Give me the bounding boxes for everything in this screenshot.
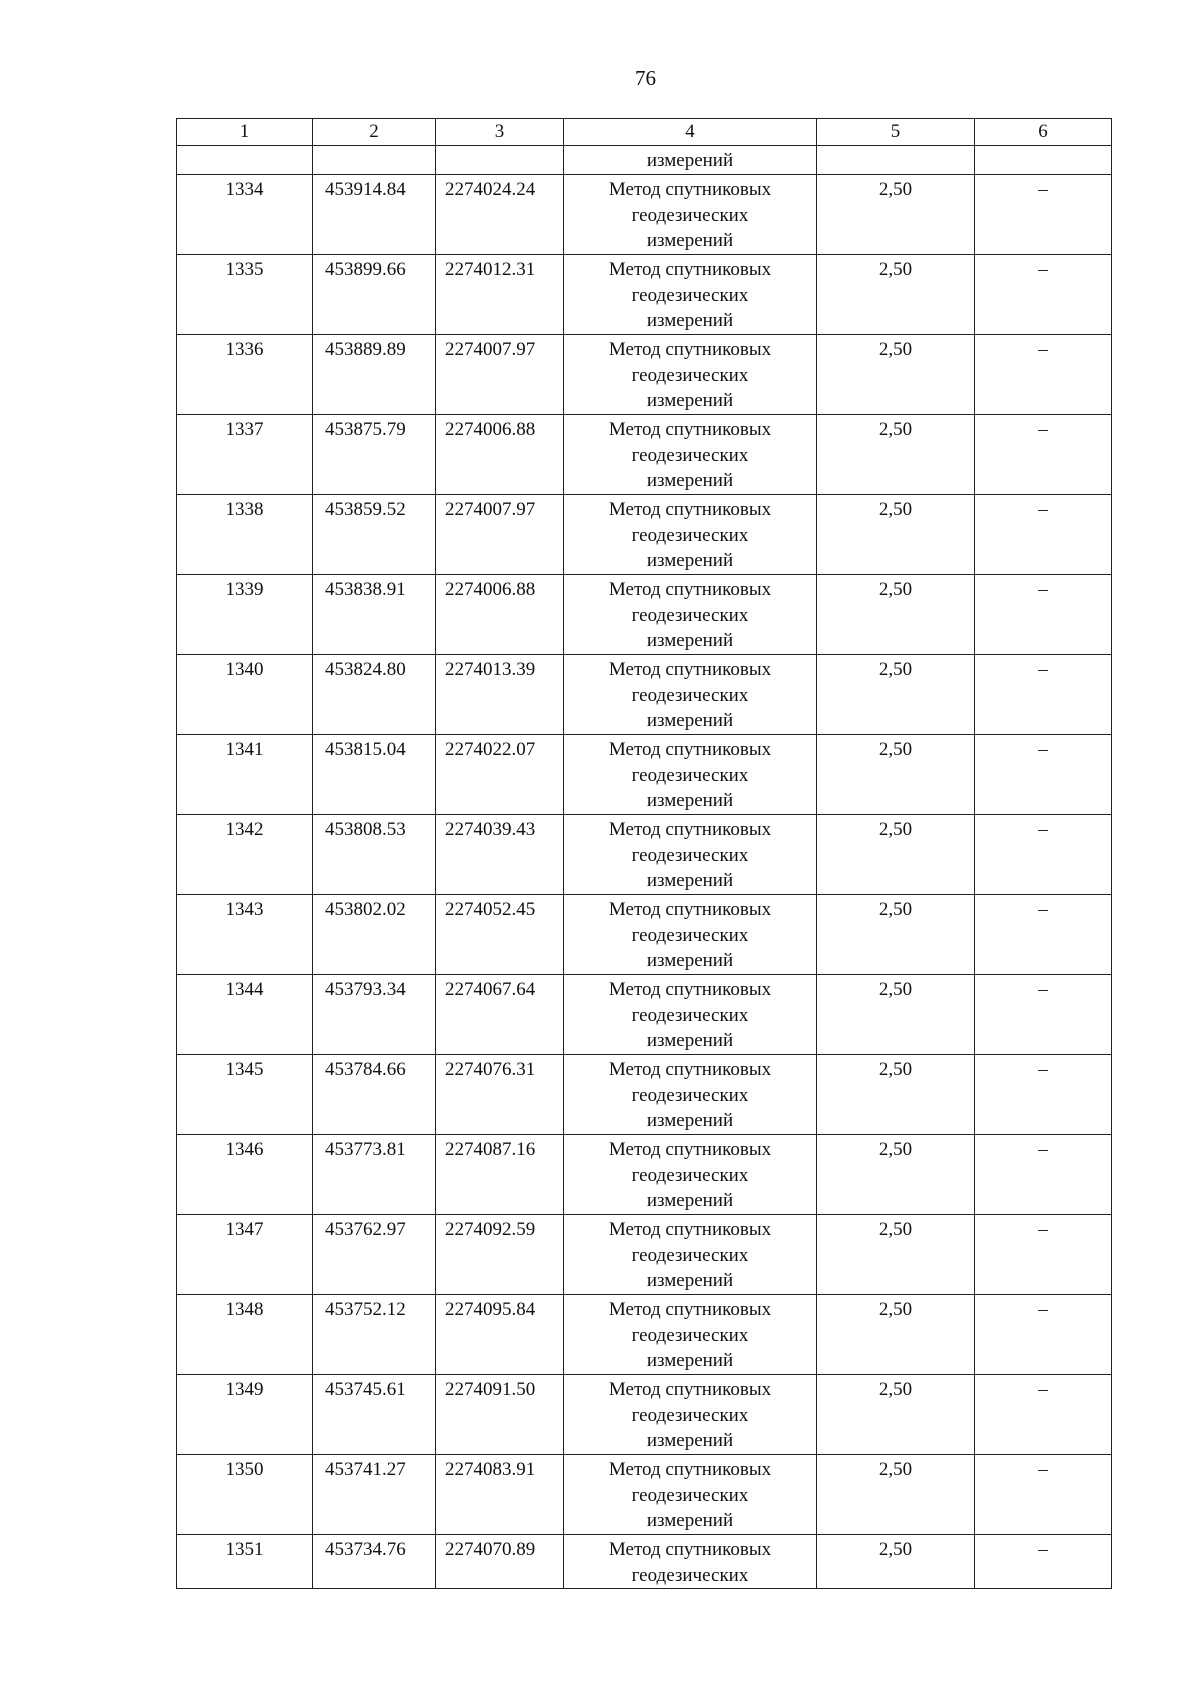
point-number-cell: 1338 [177, 495, 313, 575]
table-row [177, 175, 1112, 255]
continuation-method-cell: измерений [564, 146, 817, 175]
method-cell [564, 575, 817, 655]
method-line: геодезических [631, 1244, 749, 1266]
accuracy-cell: 2,50 [817, 1375, 975, 1455]
x-coordinate-cell: 453875.79 [313, 415, 436, 495]
table-row [177, 655, 1112, 735]
point-number-cell: 1336 [177, 335, 313, 415]
method-line: Метод спутниковых [608, 339, 772, 360]
method-line: измерений [646, 470, 734, 491]
method-cell [564, 175, 817, 255]
method-cell [564, 1455, 817, 1535]
x-coordinate-cell: 453745.61 [313, 1375, 436, 1455]
table-row [177, 1375, 1112, 1455]
method-line: геодезических [631, 444, 749, 466]
method-cell [564, 1375, 817, 1455]
note-cell: – [975, 1375, 1112, 1455]
x-coordinate-cell: 453793.34 [313, 975, 436, 1055]
note-cell: – [975, 1295, 1112, 1375]
method-line: геодезических [631, 1164, 749, 1186]
method-line: Метод спутниковых [608, 1219, 772, 1240]
point-number-cell: 1347 [177, 1215, 313, 1295]
y-coordinate-cell: 2274013.39 [436, 655, 564, 735]
point-number-cell: 1349 [177, 1375, 313, 1455]
method-line: Метод спутниковых [608, 1139, 772, 1160]
method-cell [564, 415, 817, 495]
method-line: Метод спутниковых [608, 419, 772, 440]
column-header: 6 [975, 119, 1112, 146]
accuracy-cell: 2,50 [817, 575, 975, 655]
table-row [177, 255, 1112, 335]
point-number-cell: 1350 [177, 1455, 313, 1535]
method-line: измерений [646, 1190, 734, 1211]
y-coordinate-cell: 2274052.45 [436, 895, 564, 975]
table-cell [177, 146, 313, 175]
method-line: Метод спутниковых [608, 739, 772, 760]
table-row [177, 815, 1112, 895]
point-number-cell: 1351 [177, 1535, 313, 1589]
x-coordinate-cell: 453838.91 [313, 575, 436, 655]
method-line: геодезических [631, 524, 749, 546]
y-coordinate-cell: 2274022.07 [436, 735, 564, 815]
table-row [177, 1295, 1112, 1375]
method-line: геодезических [631, 604, 749, 626]
y-coordinate-cell: 2274087.16 [436, 1135, 564, 1215]
method-line: Метод спутниковых [608, 1059, 772, 1080]
point-number-cell: 1339 [177, 575, 313, 655]
note-cell: – [975, 255, 1112, 335]
method-line: измерений [646, 790, 734, 811]
method-line: геодезических [631, 364, 749, 386]
y-coordinate-cell: 2274083.91 [436, 1455, 564, 1535]
method-line: Метод спутниковых [608, 1299, 772, 1320]
y-coordinate-cell: 2274067.64 [436, 975, 564, 1055]
x-coordinate-cell: 453815.04 [313, 735, 436, 815]
table-row [177, 1135, 1112, 1215]
y-coordinate-cell: 2274024.24 [436, 175, 564, 255]
method-line: измерений [646, 950, 734, 971]
method-line: измерений [646, 230, 734, 251]
point-number-cell: 1334 [177, 175, 313, 255]
method-cell [564, 495, 817, 575]
table-row [177, 1455, 1112, 1535]
method-cell [564, 335, 817, 415]
table-row [177, 1215, 1112, 1295]
x-coordinate-cell: 453741.27 [313, 1455, 436, 1535]
column-header: 3 [436, 119, 564, 146]
x-coordinate-cell: 453762.97 [313, 1215, 436, 1295]
y-coordinate-cell: 2274070.89 [436, 1535, 564, 1589]
note-cell: – [975, 895, 1112, 975]
accuracy-cell: 2,50 [817, 655, 975, 735]
accuracy-cell: 2,50 [817, 495, 975, 575]
accuracy-cell: 2,50 [817, 255, 975, 335]
x-coordinate-cell: 453802.02 [313, 895, 436, 975]
point-number-cell: 1346 [177, 1135, 313, 1215]
point-number-cell: 1335 [177, 255, 313, 335]
table-cell [436, 146, 564, 175]
point-number-cell: 1341 [177, 735, 313, 815]
method-line: измерений [646, 310, 734, 331]
y-coordinate-cell: 2274006.88 [436, 575, 564, 655]
note-cell: – [975, 1055, 1112, 1135]
method-line: измерений [646, 1110, 734, 1131]
note-cell: – [975, 655, 1112, 735]
x-coordinate-cell: 453824.80 [313, 655, 436, 735]
point-number-cell: 1340 [177, 655, 313, 735]
note-cell: – [975, 815, 1112, 895]
x-coordinate-cell: 453734.76 [313, 1535, 436, 1589]
x-coordinate-cell: 453752.12 [313, 1295, 436, 1375]
method-cell [564, 255, 817, 335]
method-line: Метод спутниковых [608, 1539, 772, 1560]
note-cell: – [975, 735, 1112, 815]
method-line: измерений [646, 550, 734, 571]
method-cell [564, 1215, 817, 1295]
x-coordinate-cell: 453859.52 [313, 495, 436, 575]
note-cell: – [975, 975, 1112, 1055]
method-line: Метод спутниковых [608, 579, 772, 600]
point-number-cell: 1337 [177, 415, 313, 495]
accuracy-cell: 2,50 [817, 1135, 975, 1215]
method-line: геодезических [631, 1324, 749, 1346]
table-row [177, 575, 1112, 655]
table-row [177, 895, 1112, 975]
column-header: 5 [817, 119, 975, 146]
method-line: измерений [646, 1030, 734, 1051]
accuracy-cell: 2,50 [817, 975, 975, 1055]
method-line: измерений [646, 630, 734, 651]
column-header: 2 [313, 119, 436, 146]
y-coordinate-cell: 2274007.97 [436, 495, 564, 575]
method-line: измерений [646, 1350, 734, 1371]
method-cell [564, 655, 817, 735]
accuracy-cell: 2,50 [817, 895, 975, 975]
method-cell [564, 735, 817, 815]
method-line: геодезических [631, 1404, 749, 1426]
note-cell: – [975, 495, 1112, 575]
table-row [177, 415, 1112, 495]
table-cell [817, 146, 975, 175]
x-coordinate-cell: 453808.53 [313, 815, 436, 895]
table-header-row [177, 119, 1112, 146]
method-line: Метод спутниковых [608, 179, 772, 200]
note-cell: – [975, 1215, 1112, 1295]
method-line: Метод спутниковых [608, 259, 772, 280]
method-cell [564, 1055, 817, 1135]
point-number-cell: 1342 [177, 815, 313, 895]
y-coordinate-cell: 2274092.59 [436, 1215, 564, 1295]
method-cell [564, 895, 817, 975]
y-coordinate-cell: 2274076.31 [436, 1055, 564, 1135]
table-row [177, 1535, 1112, 1589]
continuation-row [177, 146, 1112, 175]
method-line: геодезических [631, 1004, 749, 1026]
accuracy-cell: 2,50 [817, 175, 975, 255]
method-line: геодезических [631, 284, 749, 306]
point-number-cell: 1343 [177, 895, 313, 975]
method-line: Метод спутниковых [608, 1379, 772, 1400]
accuracy-cell: 2,50 [817, 1215, 975, 1295]
method-cell [564, 975, 817, 1055]
y-coordinate-cell: 2274012.31 [436, 255, 564, 335]
method-line: геодезических [631, 1564, 749, 1586]
method-line: Метод спутниковых [608, 499, 772, 520]
point-number-cell: 1344 [177, 975, 313, 1055]
accuracy-cell: 2,50 [817, 1535, 975, 1589]
x-coordinate-cell: 453773.81 [313, 1135, 436, 1215]
method-line: геодезических [631, 844, 749, 866]
y-coordinate-cell: 2274091.50 [436, 1375, 564, 1455]
method-line: Метод спутниковых [608, 1459, 772, 1480]
method-line: геодезических [631, 924, 749, 946]
accuracy-cell: 2,50 [817, 735, 975, 815]
method-line: геодезических [631, 764, 749, 786]
method-line: геодезических [631, 1484, 749, 1506]
y-coordinate-cell: 2274007.97 [436, 335, 564, 415]
page-number: 76 [635, 66, 656, 90]
y-coordinate-cell: 2274006.88 [436, 415, 564, 495]
table-row [177, 1055, 1112, 1135]
x-coordinate-cell: 453889.89 [313, 335, 436, 415]
x-coordinate-cell: 453914.84 [313, 175, 436, 255]
table-cell [313, 146, 436, 175]
note-cell: – [975, 1535, 1112, 1589]
method-line: Метод спутниковых [608, 659, 772, 680]
table-row [177, 495, 1112, 575]
column-header: 1 [177, 119, 313, 146]
method-line: геодезических [631, 684, 749, 706]
method-line: измерений [646, 390, 734, 411]
method-line: Метод спутниковых [608, 899, 772, 920]
method-line: геодезических [631, 1084, 749, 1106]
method-line: Метод спутниковых [608, 979, 772, 1000]
x-coordinate-cell: 453784.66 [313, 1055, 436, 1135]
x-coordinate-cell: 453899.66 [313, 255, 436, 335]
note-cell: – [975, 175, 1112, 255]
point-number-cell: 1348 [177, 1295, 313, 1375]
table-row [177, 335, 1112, 415]
note-cell: – [975, 335, 1112, 415]
table-row [177, 975, 1112, 1055]
method-cell [564, 1295, 817, 1375]
y-coordinate-cell: 2274095.84 [436, 1295, 564, 1375]
accuracy-cell: 2,50 [817, 1295, 975, 1375]
point-number-cell: 1345 [177, 1055, 313, 1135]
method-cell [564, 1535, 817, 1589]
note-cell: – [975, 415, 1112, 495]
accuracy-cell: 2,50 [817, 1055, 975, 1135]
accuracy-cell: 2,50 [817, 415, 975, 495]
method-line: измерений [646, 1270, 734, 1291]
coordinates-table [176, 118, 1112, 1589]
y-coordinate-cell: 2274039.43 [436, 815, 564, 895]
note-cell: – [975, 575, 1112, 655]
method-cell [564, 815, 817, 895]
method-line: измерений [646, 1430, 734, 1451]
table-row [177, 735, 1112, 815]
column-header: 4 [564, 119, 817, 146]
method-line: измерений [646, 710, 734, 731]
accuracy-cell: 2,50 [817, 335, 975, 415]
method-line: Метод спутниковых [608, 819, 772, 840]
table-cell [975, 146, 1112, 175]
method-line: измерений [646, 1510, 734, 1531]
accuracy-cell: 2,50 [817, 1455, 975, 1535]
method-cell [564, 1135, 817, 1215]
note-cell: – [975, 1135, 1112, 1215]
method-line: геодезических [631, 204, 749, 226]
accuracy-cell: 2,50 [817, 815, 975, 895]
method-line: измерений [646, 870, 734, 891]
note-cell: – [975, 1455, 1112, 1535]
